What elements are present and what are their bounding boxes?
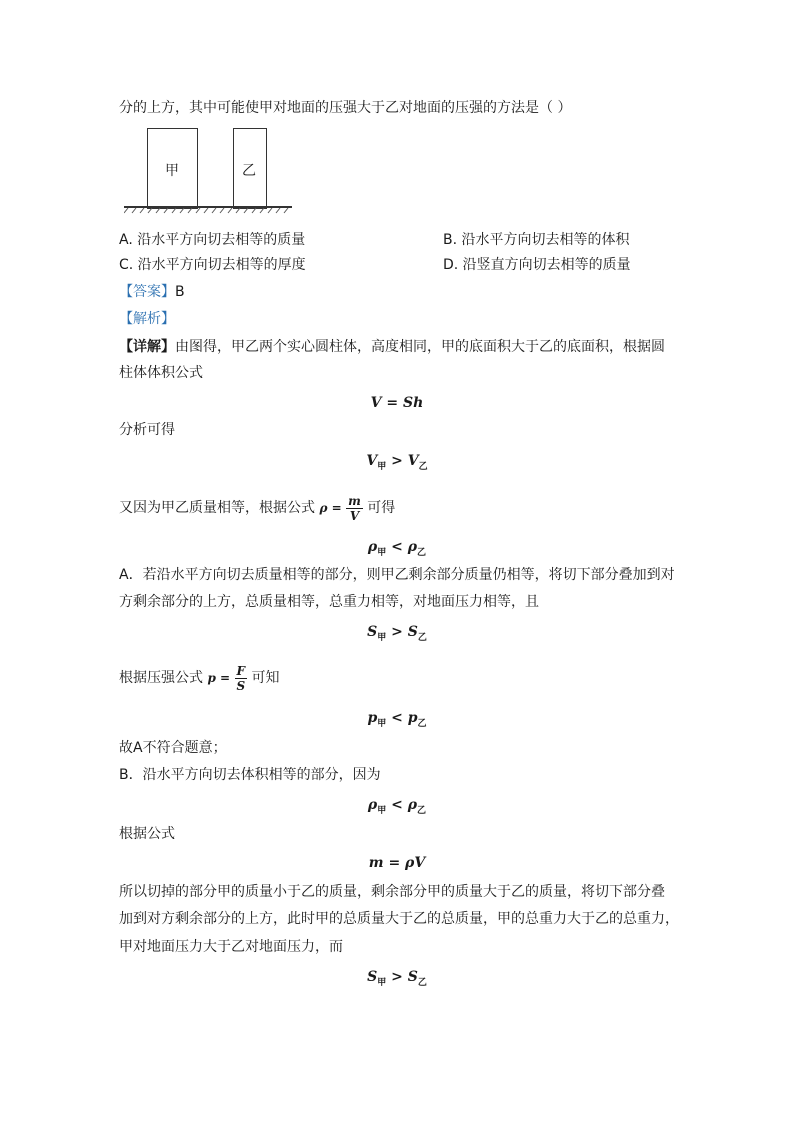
equation-area-compare-2: $S_甲 > S_乙$ (367, 969, 427, 988)
equation-volume: V = Sh (370, 395, 424, 411)
option-d: D. 沿竖直方向切去相等的质量 (443, 257, 631, 273)
a-conclusion: 故A不符合题意； (119, 740, 227, 756)
pressure-formula-after: 可知 (251, 670, 280, 686)
equation-area-compare: $S_甲 > S_乙$ (367, 624, 427, 643)
block-yi-label: 乙 (242, 163, 256, 179)
answer-value: B (175, 284, 185, 300)
detail-line-1 (119, 337, 665, 357)
equation-pressure-compare: $p_甲 < p_乙$ (367, 710, 427, 729)
b-explain-line-3: 甲对地面压力大于乙对地面压力，而 (119, 939, 343, 955)
pressure-fraction: $\frac{F}{S}$ (236, 663, 246, 693)
equation-volume-compare: $V_甲 > V_乙$ (366, 453, 428, 472)
equation-density-compare-2: $\rho_甲 < \rho_乙$ (367, 797, 427, 816)
analysis-tag: 【解析】 (119, 311, 175, 327)
detail-line-2: 柱体体积公式 (119, 365, 203, 381)
pressure-formula-line (119, 660, 280, 696)
question-stem: 分的上方，其中可能使甲对地面的压强大于乙对地面的压强的方法是（ ） (119, 100, 572, 116)
detail-tag: 【详解】 (119, 339, 175, 355)
density-formula-lhs: ρ = (319, 501, 342, 515)
pressure-formula-lhs: p = (207, 671, 231, 685)
analyze-text: 分析可得 (119, 422, 175, 438)
density-formula-before: 又因为甲乙质量相等，根据公式 (119, 500, 315, 516)
density-formula-line (119, 490, 395, 526)
equation-density-compare: $\rho_甲 < \rho_乙$ (367, 539, 427, 558)
b-explain-line-1: 所以切掉的部分甲的质量小于乙的质量，剩余部分甲的质量大于乙的质量，将切下部分叠 (119, 884, 665, 900)
ground-line (124, 205, 292, 215)
option-b: B. 沿水平方向切去相等的体积 (443, 232, 630, 248)
equation-mass: m = ρV (368, 855, 426, 871)
b-analysis: B．沿水平方向切去体积相等的部分，因为 (119, 767, 381, 783)
density-formula-after: 可得 (367, 500, 396, 516)
pressure-formula-before: 根据压强公式 (119, 670, 203, 686)
option-c: C. 沿水平方向切去相等的厚度 (119, 257, 306, 273)
b-explain-line-2: 加到对方剩余部分的上方，此时甲的总质量大于乙的总质量，甲的总重力大于乙的总重力， (119, 911, 679, 927)
a-analysis-line-1: A．若沿水平方向切去质量相等的部分，则甲乙剩余部分质量仍相等，将切下部分叠加到对 (119, 567, 675, 583)
formula-text: 根据公式 (119, 826, 175, 842)
block-jia-label: 甲 (165, 163, 179, 179)
density-fraction: $\frac{m}{V}$ (348, 493, 361, 523)
answer-tag: 【答案】 (119, 284, 175, 300)
option-a: A. 沿水平方向切去相等的质量 (119, 232, 306, 248)
answer-line (119, 282, 185, 302)
a-analysis-line-2: 方剩余部分的上方，总质量相等，总重力相等，对地面压力相等，且 (119, 594, 539, 610)
detail-text-1: 由图得，甲乙两个实心圆柱体，高度相同，甲的底面积大于乙的底面积，根据圆 (175, 339, 665, 355)
